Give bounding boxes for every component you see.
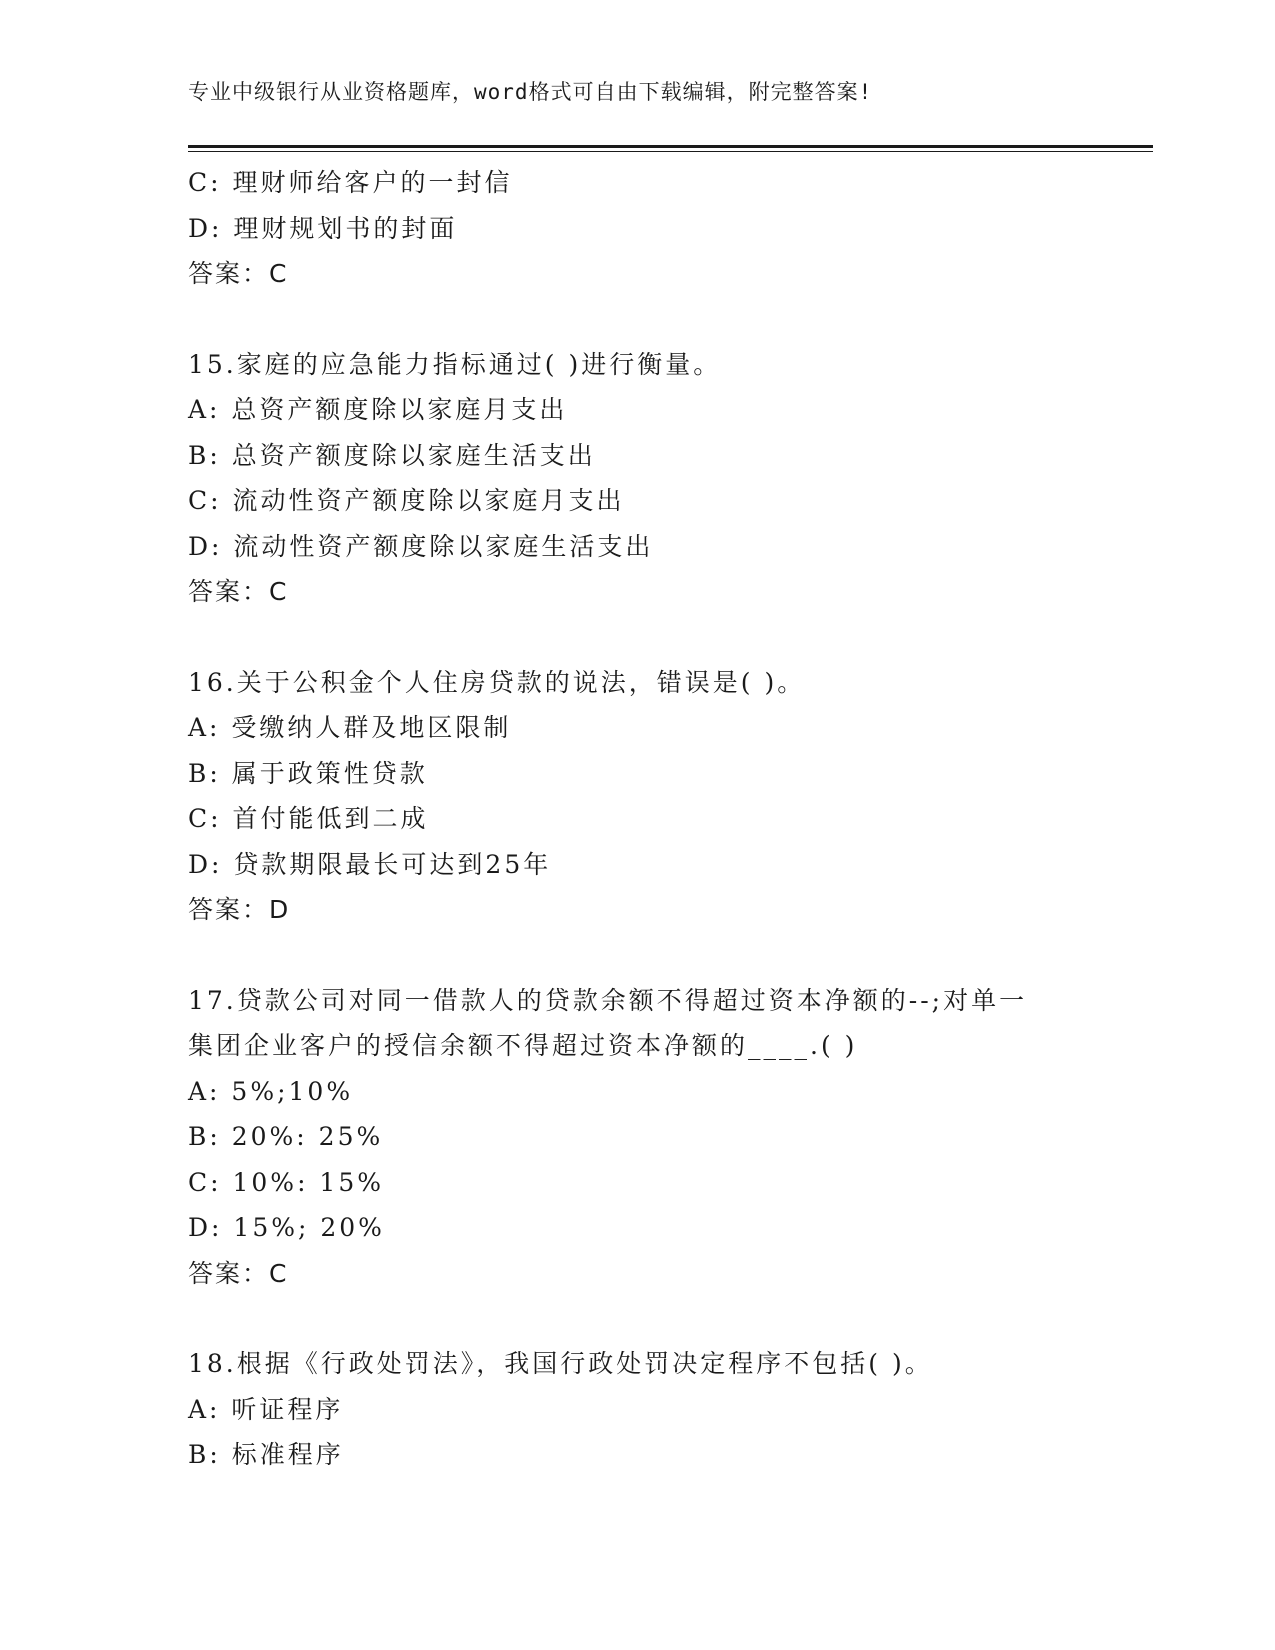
header-rule-thick — [188, 145, 1153, 148]
answer-line: 答案：C — [188, 259, 289, 288]
question-content — [188, 160, 1088, 1478]
option-line: D: 15%; 20% — [188, 1213, 385, 1242]
option-line: A: 总资产额度除以家庭月支出 — [188, 395, 568, 424]
question-text: 16.关于公积金个人住房贷款的说法，错误是( )。 — [188, 667, 806, 697]
option-line: A: 受缴纳人群及地区限制 — [188, 713, 512, 742]
option-line: C: 理财师给客户的一封信 — [188, 168, 513, 197]
option-line: C: 10%: 15% — [188, 1167, 385, 1197]
spacer — [188, 297, 1088, 342]
answer-line: 答案：C — [188, 577, 289, 606]
option-line: D: 流动性资产额度除以家庭生活支出 — [188, 531, 654, 561]
spacer — [188, 615, 1088, 660]
question-text: 18.根据《行政处罚法》，我国行政处罚决定程序不包括( )。 — [188, 1349, 933, 1378]
spacer — [188, 1296, 1088, 1341]
answer-line: 答案：C — [188, 1258, 289, 1288]
option-line: B: 总资产额度除以家庭生活支出 — [188, 440, 596, 470]
option-line: B: 标准程序 — [188, 1440, 344, 1469]
option-line: A: 听证程序 — [188, 1394, 344, 1424]
page-header: 专业中级银行从业资格题库，word格式可自由下载编辑，附完整答案! — [188, 80, 873, 104]
header-rule-thin — [188, 151, 1153, 152]
question-text: 17.贷款公司对同一借款人的贷款余额不得超过资本净额的--;对单一 — [188, 985, 1028, 1015]
option-line: C: 首付能低到二成 — [188, 804, 429, 833]
question-text: 集团企业客户的授信余额不得超过资本净额的____.( ) — [188, 1031, 858, 1060]
option-line: B: 属于政策性贷款 — [188, 758, 428, 788]
option-line: A: 5%;10% — [188, 1076, 354, 1106]
option-line: D: 理财规划书的封面 — [188, 213, 458, 243]
answer-line: 答案：D — [188, 895, 291, 924]
option-line: D: 贷款期限最长可达到25年 — [188, 849, 552, 879]
question-text: 15.家庭的应急能力指标通过( )进行衡量。 — [188, 349, 722, 379]
option-line: B: 20%: 25% — [188, 1122, 384, 1151]
option-line: C: 流动性资产额度除以家庭月支出 — [188, 486, 625, 515]
spacer — [188, 933, 1088, 978]
